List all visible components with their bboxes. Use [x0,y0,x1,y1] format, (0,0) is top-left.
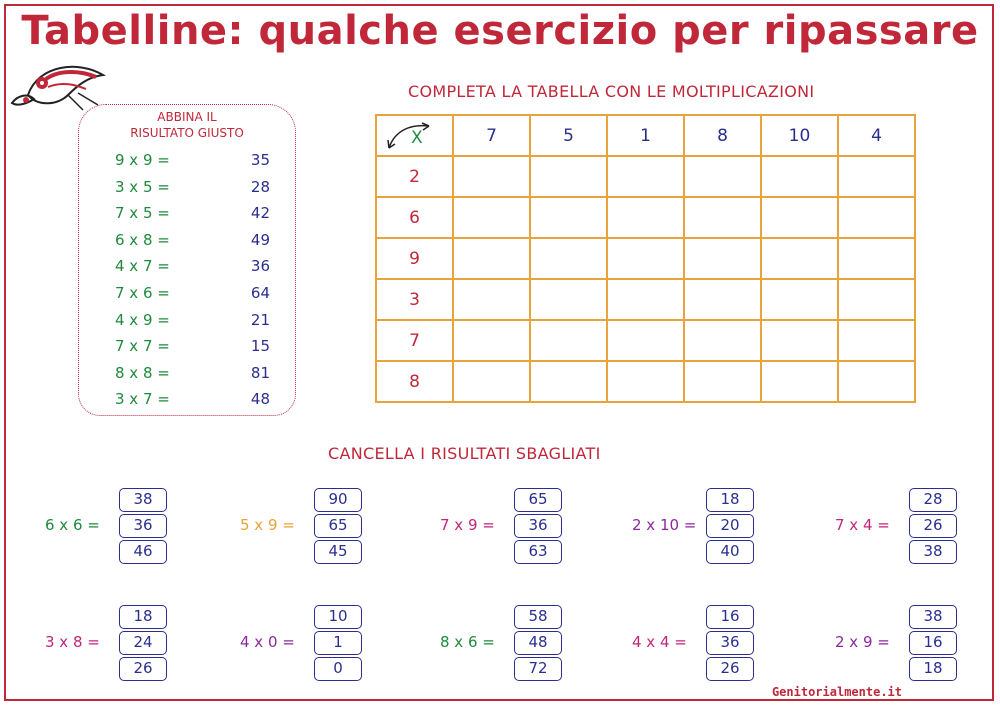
table-answer-cell[interactable] [761,156,838,197]
cross-out-question: 5 x 9 = [240,516,295,534]
match-row [115,364,270,390]
cross-out-exercise [632,488,812,568]
table-answer-cell[interactable] [761,238,838,279]
table-corner-label: X [411,128,423,148]
answer-option[interactable]: 40 [706,540,754,564]
table-answer-cell[interactable] [530,156,607,197]
answer-option[interactable]: 20 [706,514,754,538]
cross-out-question: 4 x 0 = [240,633,295,651]
answer-option[interactable]: 16 [706,605,754,629]
answer-option[interactable]: 10 [314,605,362,629]
table-row-header: 8 [376,361,453,402]
answer-option[interactable]: 38 [909,540,957,564]
answer-option[interactable]: 18 [909,657,957,681]
match-result[interactable]: 81 [250,363,270,382]
answer-option[interactable]: 36 [514,514,562,538]
cross-out-exercise [240,605,420,685]
table-answer-cell[interactable] [838,320,915,361]
match-equation: 3 x 7 = [115,390,170,409]
match-row [115,178,270,204]
match-result[interactable]: 28 [250,177,270,196]
table-answer-cell[interactable] [838,361,915,402]
table-answer-cell[interactable] [838,279,915,320]
table-answer-cell[interactable] [453,238,530,279]
table-answer-cell[interactable] [684,197,761,238]
match-equation: 4 x 7 = [115,257,170,276]
match-equation: 4 x 9 = [115,310,170,329]
site-credit: Genitorialmente.it [771,685,902,699]
table-answer-cell[interactable] [607,361,684,402]
table-answer-cell[interactable] [684,279,761,320]
match-equation: 7 x 5 = [115,204,170,223]
table-row-header: 6 [376,197,453,238]
match-row [115,231,270,257]
table-answer-cell[interactable] [530,197,607,238]
answer-option[interactable]: 65 [314,514,362,538]
cross-out-question: 2 x 9 = [835,633,890,651]
answer-option[interactable]: 26 [706,657,754,681]
match-result[interactable]: 64 [250,284,270,302]
match-equation: 6 x 8 = [115,230,170,249]
cross-out-exercise [835,488,1000,568]
table-row-header: 9 [376,238,453,279]
table-answer-cell[interactable] [530,361,607,402]
table-answer-cell[interactable] [453,197,530,238]
answer-option[interactable]: 18 [119,605,167,629]
match-row [115,284,270,310]
table-row-header: 7 [376,320,453,361]
answer-option[interactable]: 36 [706,631,754,655]
answer-option[interactable]: 65 [514,488,562,512]
table-answer-cell[interactable] [761,279,838,320]
match-equation: 3 x 5 = [115,177,170,196]
match-row [115,390,270,416]
answer-option[interactable]: 24 [119,631,167,655]
table-answer-cell[interactable] [761,361,838,402]
cross-out-question: 2 x 10 = [632,516,697,534]
answer-option[interactable]: 58 [514,605,562,629]
table-answer-cell[interactable] [453,156,530,197]
cross-out-question: 7 x 4 = [835,516,890,534]
table-answer-cell[interactable] [761,320,838,361]
answer-option[interactable]: 0 [314,657,362,681]
table-column-header: 10 [761,115,838,156]
cross-out-question: 3 x 8 = [45,633,100,651]
cross-heading: CANCELLA I RISULTATI SBAGLIATI [328,444,601,463]
answer-option[interactable]: 36 [119,514,167,538]
match-result[interactable]: 48 [250,390,270,409]
table-answer-cell[interactable] [684,238,761,279]
cross-out-exercise [440,488,620,568]
answer-option[interactable]: 45 [314,540,362,564]
cross-out-question: 6 x 6 = [45,516,100,534]
table-answer-cell[interactable] [530,279,607,320]
table-column-header: 1 [607,115,684,156]
answer-option[interactable]: 18 [706,488,754,512]
table-answer-cell[interactable] [838,156,915,197]
match-equation: 9 x 9 = [115,151,170,169]
answer-option[interactable]: 26 [119,657,167,681]
table-answer-cell[interactable] [607,320,684,361]
cross-out-exercise [835,605,1000,685]
answer-option[interactable]: 26 [909,514,957,538]
cross-out-exercise [45,488,225,568]
table-answer-cell[interactable] [684,361,761,402]
cross-out-exercise [440,605,620,685]
page-title: Tabelline: qualche esercizio per ripassare [21,8,979,54]
table-answer-cell[interactable] [453,279,530,320]
table-answer-cell[interactable] [684,320,761,361]
match-result[interactable]: 21 [250,310,270,329]
table-column-header: 5 [530,115,607,156]
table-answer-cell[interactable] [838,238,915,279]
table-answer-cell[interactable] [607,279,684,320]
cross-out-question: 8 x 6 = [440,633,495,651]
answer-option[interactable]: 38 [119,488,167,512]
multiplication-table [375,114,916,403]
table-answer-cell[interactable] [684,156,761,197]
match-equation: 7 x 7 = [115,337,170,356]
cross-out-exercise [632,605,812,685]
table-answer-cell[interactable] [607,156,684,197]
table-answer-cell[interactable] [530,238,607,279]
cross-out-exercise [240,488,420,568]
match-equation: 8 x 8 = [115,363,170,382]
match-row [115,337,270,363]
match-heading: ABBINA IL RISULTATO GIUSTO [130,110,244,140]
match-result[interactable]: 36 [250,257,270,276]
answer-option[interactable]: 63 [514,540,562,564]
answer-option[interactable]: 46 [119,540,167,564]
cross-out-question: 7 x 9 = [440,516,495,534]
table-corner-cell [376,115,453,156]
match-result[interactable]: 35 [250,151,270,169]
match-row [115,311,270,337]
table-answer-cell[interactable] [607,238,684,279]
table-column-header: 4 [838,115,915,156]
table-column-header: 8 [684,115,761,156]
cross-out-exercise [45,605,225,685]
answer-option[interactable]: 90 [314,488,362,512]
table-column-header: 7 [453,115,530,156]
table-answer-cell[interactable] [453,361,530,402]
table-answer-cell[interactable] [761,197,838,238]
match-row [115,257,270,283]
answer-option[interactable]: 1 [314,631,362,655]
answer-option[interactable]: 28 [909,488,957,512]
answer-option[interactable]: 72 [514,657,562,681]
match-row [115,204,270,230]
match-result[interactable]: 49 [250,230,270,249]
match-equation: 7 x 6 = [115,284,170,302]
table-heading: COMPLETA LA TABELLA CON LE MOLTIPLICAZIONI [408,82,815,101]
answer-option[interactable]: 16 [909,631,957,655]
table-row-header: 2 [376,156,453,197]
answer-option[interactable]: 48 [514,631,562,655]
table-row-header: 3 [376,279,453,320]
answer-option[interactable]: 38 [909,605,957,629]
table-answer-cell[interactable] [530,320,607,361]
table-answer-cell[interactable] [838,197,915,238]
table-answer-cell[interactable] [453,320,530,361]
table-answer-cell[interactable] [607,197,684,238]
cross-out-question: 4 x 4 = [632,633,687,651]
match-result[interactable]: 42 [250,204,270,223]
match-row [115,151,270,177]
match-result[interactable]: 15 [250,337,270,356]
